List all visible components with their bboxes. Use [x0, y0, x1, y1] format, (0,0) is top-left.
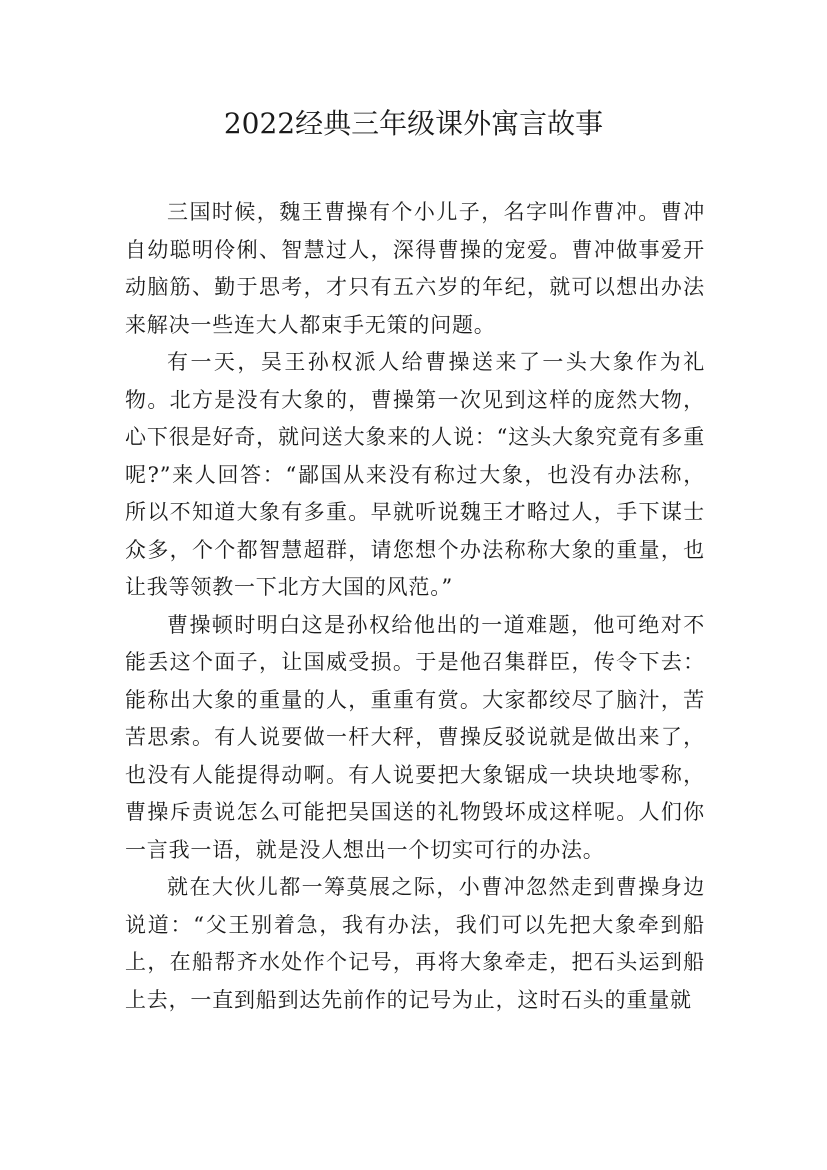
paragraph-2: 有一天，吴王孙权派人给曹操送来了一头大象作为礼物。北方是没有大象的，曹操第一次见到这样的庞然大物，心下很是好奇，就问送大象来的人说：“这头大象究竟有多重呢?”来人回答：“鄙国从来没有称过大象，也没有办法称，所以不知道大象有多重。早就听说魏王才略过人，手下谋士众多，个个都智慧超群，请您想个办法称称大象的重量，也让我等领教一下北方大国的风范。”	[125, 350, 705, 599]
paragraph-4: 就在大伙儿都一筹莫展之际，小曹冲忽然走到曹操身边说道：“父王别着急，我有办法，我们可以先把大象牵到船上，在船帮齐水处作个记号，再将大象牵走，把石头运到船上去，一直到船到达先前作的记号为止，这时石头的重量就	[125, 875, 705, 1012]
document-title: 2022经典三年级课外寓言故事	[223, 107, 604, 140]
paragraph-1: 三国时候，魏王曹操有个小儿子，名字叫作曹冲。曹冲自幼聪明伶俐、智慧过人，深得曹操的宠爱。曹冲做事爱开动脑筋、勤于思考，才只有五六岁的年纪，就可以想出办法来解决一些连大人都束手无策的问题。	[125, 200, 705, 337]
document-body	[125, 194, 705, 1019]
paragraph-3: 曹操顿时明白这是孙权给他出的一道难题，他可绝对不能丢这个面子，让国威受损。于是他召集群臣，传令下去：能称出大象的重量的人，重重有赏。大家都绞尽了脑汁，苦苦思索。有人说要做一杆大秤，曹操反驳说就是做出来了，也没有人能提得动啊。有人说要把大象锯成一块块地零称，曹操斥责说怎么可能把吴国送的礼物毁坏成这样呢。人们你一言我一语，就是没人想出一个切实可行的办法。	[125, 612, 705, 862]
